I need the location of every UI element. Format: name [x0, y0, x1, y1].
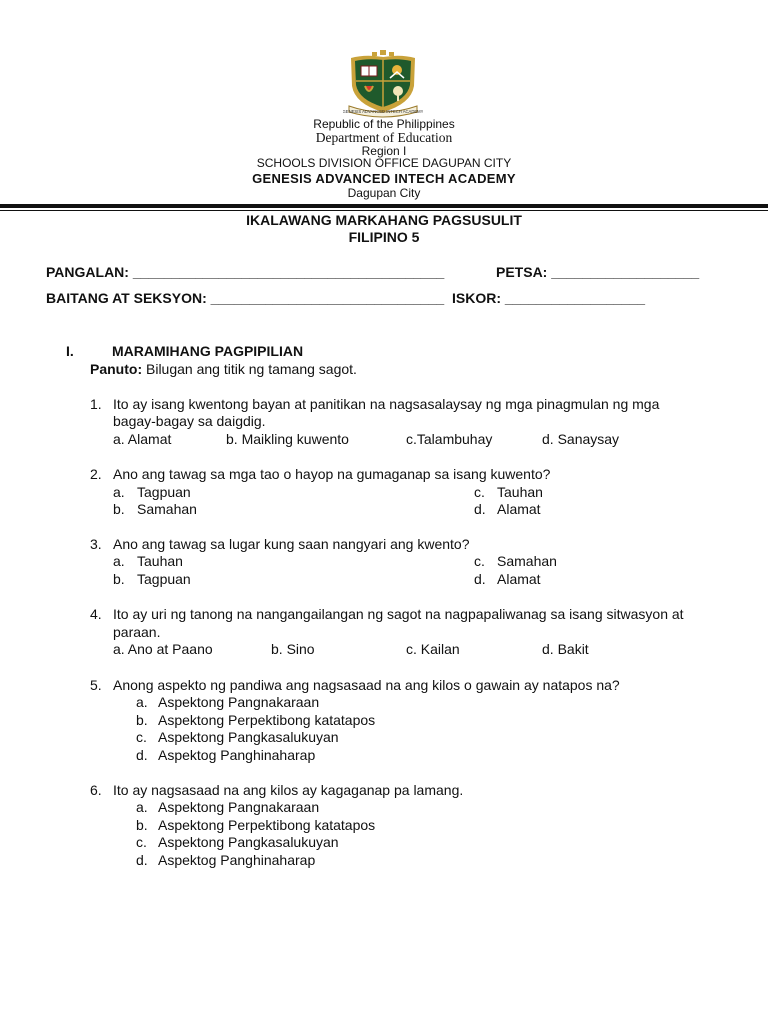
header-divider-thick — [0, 204, 768, 208]
q4-option-c[interactable]: c. Kailan — [406, 641, 460, 657]
q5-option-b-letter[interactable]: b. — [136, 712, 148, 728]
school-seal-logo — [343, 48, 423, 120]
q1-option-c[interactable]: c.Talambuhay — [406, 431, 493, 447]
department-line: Department of Education — [315, 130, 453, 145]
q6-option-b[interactable]: Aspektong Perpektibong katatapos — [158, 817, 376, 833]
republic-line: Republic of the Philippines — [313, 117, 455, 131]
q2-option-b[interactable]: Samahan — [137, 501, 197, 517]
q5-option-b[interactable]: Aspektong Perpektibong katatapos — [158, 712, 376, 728]
q6-option-c[interactable]: Aspektong Pangkasalukuyan — [158, 834, 339, 850]
q5-option-c-letter[interactable]: c. — [136, 729, 147, 745]
q5-number: 5. — [90, 677, 102, 693]
svg-text:GENESIS ADVANCED INTECH ACADEM: GENESIS ADVANCED INTECH ACADEMY — [343, 109, 423, 114]
q6-text: Ito ay nagsasaad na ang kilos ay kagaganap pa lamang. — [113, 782, 464, 798]
q2-text: Ano ang tawag sa mga tao o hayop na gumaganap sa isang kuwento? — [113, 466, 551, 482]
instructions-text: Bilugan ang titik ng tamang sagot. — [142, 361, 357, 377]
q2-option-c[interactable]: Tauhan — [497, 484, 543, 500]
city-line: Dagupan City — [347, 186, 421, 200]
q3-option-b[interactable]: Tagpuan — [137, 571, 191, 587]
q5-option-d[interactable]: Aspektog Panghinaharap — [158, 747, 316, 763]
q5-option-a[interactable]: Aspektong Pangnakaraan — [158, 694, 320, 710]
instructions — [90, 361, 357, 378]
q5-option-a-letter[interactable]: a. — [136, 694, 148, 710]
q5-option-d-letter[interactable]: d. — [136, 747, 148, 763]
section-field[interactable]: BAITANG AT SEKSYON: ______________________________ — [46, 290, 445, 306]
q1-text-line2: bagay-bagay sa daigdig. — [113, 413, 266, 429]
q2-number: 2. — [90, 466, 102, 482]
q2-option-c-letter[interactable]: c. — [474, 484, 485, 500]
q6-option-a-letter[interactable]: a. — [136, 799, 148, 815]
instructions-label: Panuto: — [90, 361, 143, 377]
q4-option-a[interactable]: a. Ano at Paano — [113, 641, 213, 657]
q3-option-b-letter[interactable]: b. — [113, 571, 125, 587]
date-field[interactable]: PETSA: ___________________ — [496, 264, 700, 280]
exam-title: IKALAWANG MARKAHANG PAGSUSULIT — [246, 212, 522, 228]
q2-option-d[interactable]: Alamat — [497, 501, 541, 517]
header-divider-thin — [0, 210, 768, 211]
q6-option-d-letter[interactable]: d. — [136, 852, 148, 868]
q3-option-c[interactable]: Samahan — [497, 553, 557, 569]
name-field[interactable]: PANGALAN: ________________________________________ — [46, 264, 445, 280]
school-name: GENESIS ADVANCED INTECH ACADEMY — [252, 171, 516, 186]
q6-number: 6. — [90, 782, 102, 798]
q3-text: Ano ang tawag sa lugar kung saan nangyari ang kwento? — [113, 536, 470, 552]
part-title: MARAMIHANG PAGPIPILIAN — [112, 343, 304, 359]
q1-option-b[interactable]: b. Maikling kuwento — [226, 431, 349, 447]
q4-text-line1: Ito ay uri ng tanong na nangangailangan ng sagot na nagpapaliwanag sa isang sitwasyon at — [113, 606, 684, 622]
score-field[interactable]: ISKOR: __________________ — [452, 290, 646, 306]
part-number: I. — [66, 343, 74, 359]
q4-option-d[interactable]: d. Bakit — [542, 641, 589, 657]
q4-number: 4. — [90, 606, 102, 622]
division-line: SCHOOLS DIVISION OFFICE DAGUPAN CITY — [256, 156, 512, 170]
exam-subject: FILIPINO 5 — [348, 229, 420, 245]
q3-option-c-letter[interactable]: c. — [474, 553, 485, 569]
q3-option-a-letter[interactable]: a. — [113, 553, 125, 569]
q6-option-c-letter[interactable]: c. — [136, 834, 147, 850]
q6-option-d[interactable]: Aspektog Panghinaharap — [158, 852, 316, 868]
q4-text-line2: paraan. — [113, 624, 161, 640]
q1-text-line1: Ito ay isang kwentong bayan at panitikan na nagsasalaysay ng mga pinagmulan ng mga — [113, 396, 660, 412]
q2-option-a-letter[interactable]: a. — [113, 484, 125, 500]
q1-option-d[interactable]: d. Sanaysay — [542, 431, 620, 447]
q6-option-a[interactable]: Aspektong Pangnakaraan — [158, 799, 320, 815]
q3-option-d[interactable]: Alamat — [497, 571, 541, 587]
region-line: Region I — [361, 144, 407, 158]
q3-option-d-letter[interactable]: d. — [474, 571, 486, 587]
q3-number: 3. — [90, 536, 102, 552]
q4-option-b[interactable]: b. Sino — [271, 641, 315, 657]
q1-number: 1. — [90, 396, 102, 412]
q6-option-b-letter[interactable]: b. — [136, 817, 148, 833]
q2-option-a[interactable]: Tagpuan — [137, 484, 191, 500]
q2-option-b-letter[interactable]: b. — [113, 501, 125, 517]
q2-option-d-letter[interactable]: d. — [474, 501, 486, 517]
q3-option-a[interactable]: Tauhan — [137, 553, 183, 569]
q1-option-a[interactable]: a. Alamat — [113, 431, 172, 447]
q5-option-c[interactable]: Aspektong Pangkasalukuyan — [158, 729, 339, 745]
q5-text: Anong aspekto ng pandiwa ang nagsasaad na ang kilos o gawain ay natapos na? — [113, 677, 620, 693]
